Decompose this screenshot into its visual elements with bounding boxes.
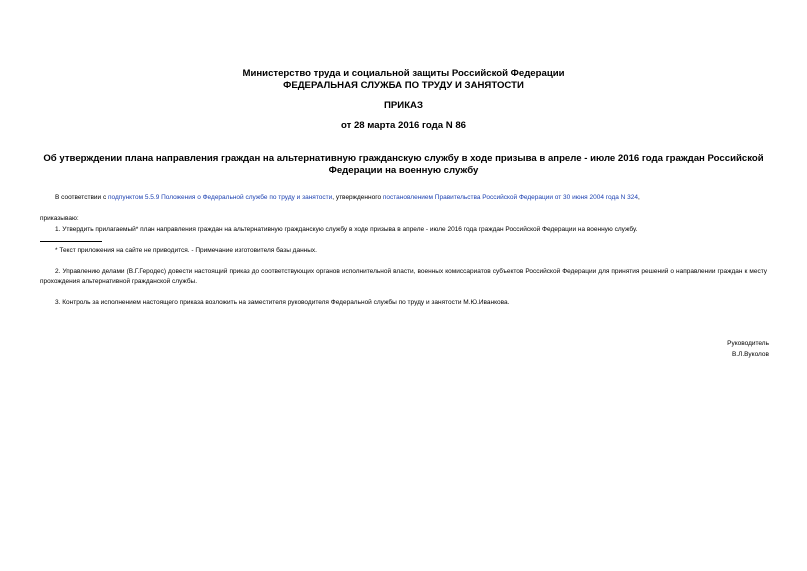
ministry-name: Министерство труда и социальной защиты Российской Федерации: [242, 68, 565, 79]
order-word: приказываю:: [40, 215, 79, 222]
document-type: ПРИКАЗ: [384, 100, 423, 111]
government-resolution-link[interactable]: постановлением Правительства Российской Федерации от 30 июня 2004 года N 324: [382, 194, 639, 201]
footnote: * Текст приложения на сайте не приводится. - Примечание изготовителя базы данных.: [55, 247, 317, 254]
footnote-divider: [40, 241, 102, 242]
item-3: 3. Контроль за исполнением настоящего приказа возложить на заместителя руководителя Федеральной службы по труду и занятости М.Ю.Иванкова.: [55, 299, 510, 306]
signatory-position: Руководитель: [727, 340, 769, 347]
preamble-text-1: В соответствии с: [55, 194, 109, 201]
signatory-name: В.Л.Вуколов: [731, 351, 769, 358]
item-2: 2. Управлению делами (В.Г.Геродес) довести настоящий приказ до соответствующих органов исполнительной власти, военных комиссариатов субъектов Российской Федерации для принятия решений о направлении граждан к месту прохождения альтернативной гражданской службы.: [40, 268, 767, 285]
document-title: Об утверждении плана направления граждан на альтернативную гражданскую службу в ходе призыва в апреле - июле 2016 года граждан Российской Федерации на военную службу: [43, 153, 764, 176]
preamble-text-3: ,: [638, 194, 640, 201]
preamble-text-2: , утвержденного: [332, 194, 383, 201]
regulation-link[interactable]: подпунктом 5.5.9 Положения о Федеральной службе по труду и занятости: [108, 194, 333, 201]
preamble-paragraph: [55, 193, 640, 203]
document-date-number: от 28 марта 2016 года N 86: [340, 120, 467, 131]
item-1: 1. Утвердить прилагаемый* план направления граждан на альтернативную гражданскую службу в ходе призыва в апреле - июле 2016 года граждан Российской Федерации на военную службу.: [55, 226, 638, 233]
service-name: ФЕДЕРАЛЬНАЯ СЛУЖБА ПО ТРУДУ И ЗАНЯТОСТИ: [283, 80, 524, 91]
